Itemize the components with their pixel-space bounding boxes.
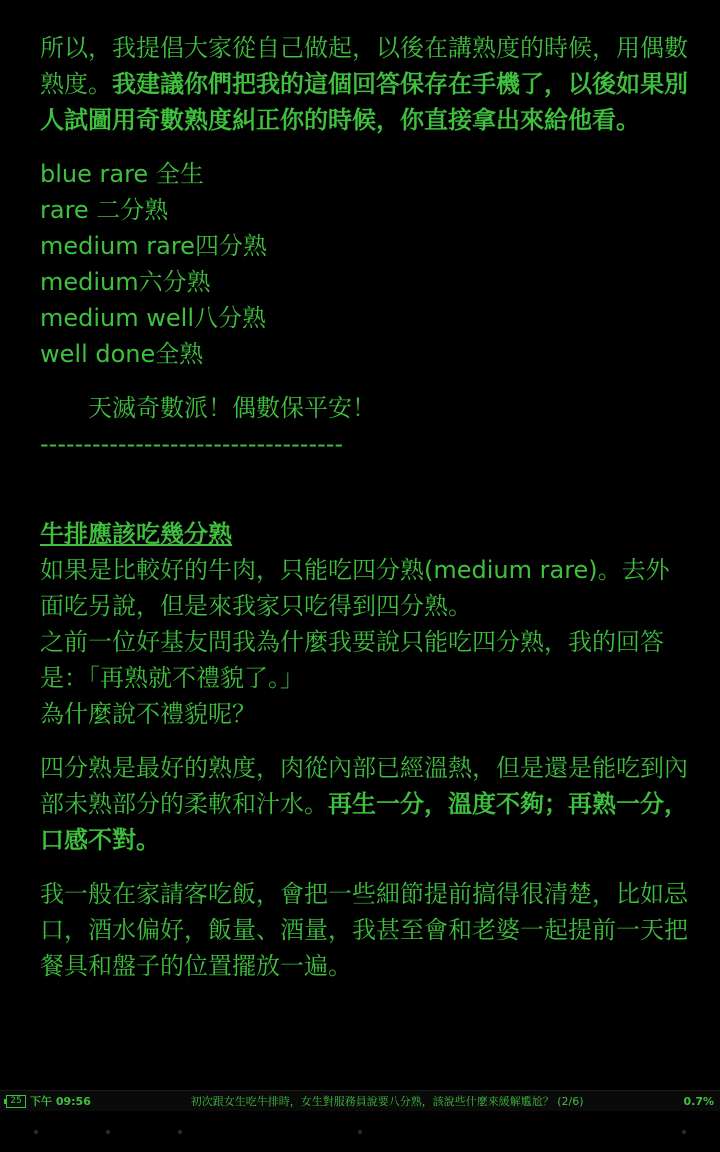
doneness-list [40, 156, 690, 372]
list-item: medium rare四分熟 [40, 232, 267, 260]
nav-dot-icon [682, 1130, 686, 1134]
paragraph-medium-rare [40, 750, 690, 858]
paragraph-text: 之前一位好基友問我為什麼我要說只能吃四分熟，我的回答是：「再熟就不禮貌了。」 [40, 628, 664, 692]
paragraph-text: 我一般在家請客吃飯，會把一些細節提前搞得很清楚，比如忌口，酒水偏好，飯量、酒量，我甚至會和老婆一起提前一天把餐具和盤子的位置擺放一遍。 [40, 880, 688, 980]
paragraph-even-doneness [40, 30, 690, 138]
paragraph-text: 為什麼說不禮貌呢？ [40, 700, 256, 728]
system-nav-bar [0, 1111, 720, 1152]
reading-progress: 0.7% [683, 1094, 714, 1108]
paragraph-bold-text: 再生一分，溫度不夠；再熟一分，口感不對。 [40, 790, 688, 854]
paragraph-bold-text: 我建議你們把我的這個回答保存在手機了，以後如果別人試圖用奇數熟度糾正你的時候，你直接拿出來給他看。 [40, 70, 688, 134]
list-item: well done全熟 [40, 340, 204, 368]
divider: ----------------------------------- [40, 430, 344, 458]
list-item: medium well八分熟 [40, 304, 266, 332]
list-item: medium六分熟 [40, 268, 211, 296]
reader-content[interactable] [40, 30, 690, 1080]
section-title: 牛排應該吃幾分熟 [40, 520, 232, 548]
paragraph-text: 所以，我提倡大家從自己做起，以後在講熟度的時候，用偶數熟度。 [40, 34, 688, 98]
list-item: rare 二分熟 [40, 196, 169, 224]
nav-dot-icon [34, 1130, 38, 1134]
list-item: blue rare 全生 [40, 160, 204, 188]
battery-icon: 25 [6, 1095, 26, 1108]
nav-dot-icon [358, 1130, 362, 1134]
nav-dot-icon [106, 1130, 110, 1134]
paragraph-text: 四分熟是最好的熟度，肉從內部已經溫熱，但是還是能吃到內部未熟部分的柔軟和汁水。 [40, 754, 688, 818]
reader-status-bar [0, 1090, 720, 1111]
paragraph-text: 如果是比較好的牛肉，只能吃四分熟(medium rare)。去外面吃另說，但是來我家只吃得到四分熟。 [40, 556, 670, 620]
clock-time: 下午 09:56 [30, 1095, 91, 1108]
book-title: 初次跟女生吃牛排時，女生對服務員說要八分熟，該說些什麼來緩解尷尬？ (2/6) [190, 1095, 584, 1108]
nav-dot-icon [178, 1130, 182, 1134]
slogan: 天滅奇數派！偶數保平安！ [88, 394, 376, 422]
